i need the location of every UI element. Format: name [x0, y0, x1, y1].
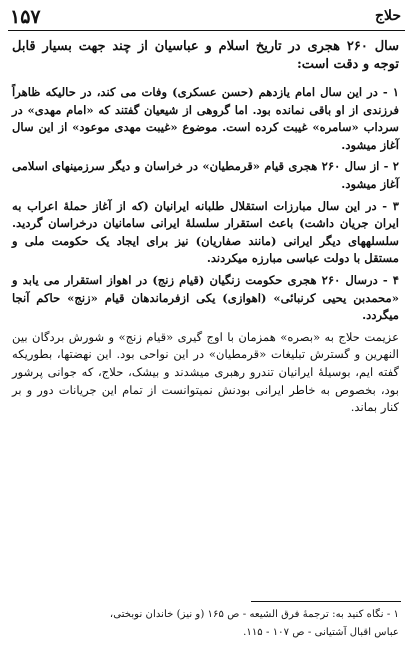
running-title: حلاج [374, 8, 401, 24]
footnote-line-2: عباس اقبال آشتیانی - ص ۱۰۷ - ۱۱۵. [243, 627, 399, 638]
item-1: ۱ - در این سال امام یازدهم (حسن عسکری) وفات می کند، در حالیکه ظاهراً فرزندی از او باقی نمانده بود. اما گروهی از شیعیان گفتند که «امام مهدی» در سرداب «سامره» غیبت کرده است. موضوع «غیبت مهدی موعود» از این سال آغاز میشود. [12, 85, 399, 152]
item-4: ۴ - درسال ۲۶۰ هجری حکومت زنگیان (قیام زنج) در اهواز استقرار می یابد و «محمدبن یحیی کرنبائی» (اهوازی) یکی ازفرماندهان قیام «زنج» حاکم آنجا میگردد. [12, 272, 399, 323]
footnote [12, 606, 399, 642]
closing-paragraph: عزیمت حلاج به «بصره» همزمان با اوج گیری «قیام زنج» و شورش بردگان بین النهرین و گسترش تبلیغات «قرمطیان» در این نواحی بود. این نهضتها، بطوریکه گفته ایم، بوسیلهٔ ایرانیان تندرو رهبری میشدند و بیشک، حلاج، که جوانی پرشور بود، بخصوص به خاطر ایرانی بودنش نمیتوانست از تمام این جریانات دور و بر کنار بماند. [12, 329, 399, 415]
item-3: ۳ - در این سال مبارزات استقلال طلبانه ایرانیان (که از آغاز حملهٔ اعراب به ایران جریان داشت) باعث استقرار سلسلهٔ ایرانی سامانیان درخراسان گردید. سلسلههای دیگر ایرانی (مانند صفاریان) نیز برای ایجاد یک حکومت ملی و مستقل با دولت عباسی مبارزه میکردند. [12, 198, 399, 266]
item-2: ۲ - از سال ۲۶۰ هجری قیام «قرمطیان» در خراسان و دیگر سرزمینهای اسلامی آغاز میشود. [12, 159, 399, 191]
lead-paragraph: سال ۲۶۰ هجری در تاریخ اسلام و عباسیان از چند جهت بسیار قابل توجه و دقت است: [12, 39, 399, 72]
footnote-rule [251, 601, 401, 602]
page-header [10, 6, 403, 28]
main-text [12, 38, 399, 421]
page-number: ۱۵۷ [10, 6, 41, 28]
footnote-line-1: ۱ - نگاه کنید به: ترجمهٔ فرق الشیعه - ص ۱۶۵ (و نیز) خاندان نوبختی، [109, 609, 399, 620]
header-rule [8, 30, 405, 31]
